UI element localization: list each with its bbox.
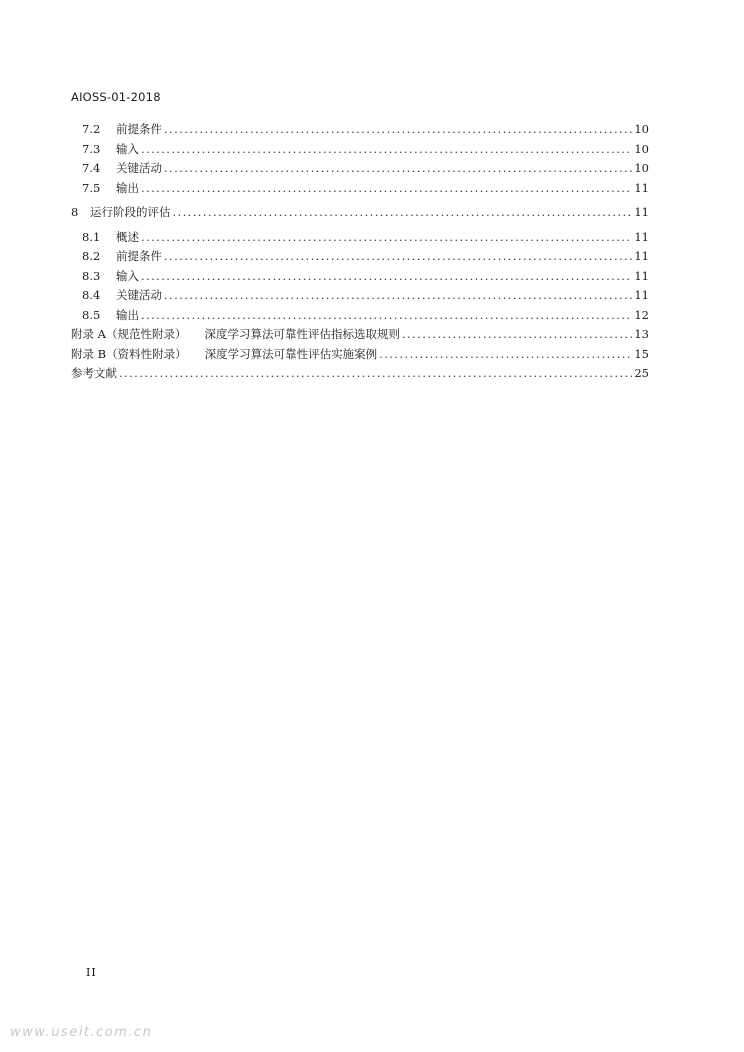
toc-dot-leader [141, 140, 632, 160]
toc-entry-number: 7.2 [82, 122, 101, 136]
toc-dot-leader [164, 286, 632, 306]
toc-entry-page: 11 [634, 229, 649, 244]
toc-entry-references[interactable] [71, 364, 649, 384]
toc-entry-title: 参考文献 [71, 366, 117, 380]
page-number: II [86, 966, 97, 979]
toc-dot-leader [164, 159, 632, 179]
toc-entry-number: 8 [71, 205, 79, 219]
toc-entry-page: 15 [634, 346, 649, 361]
toc-entry-title: 前提条件 [116, 122, 162, 136]
toc-entry-page: 10 [634, 122, 649, 136]
toc-entry-number: 8.2 [82, 249, 101, 263]
toc-entry-8-2[interactable] [71, 247, 649, 267]
document-code: AIOSS-01-2018 [71, 90, 161, 104]
toc-entry-8-4[interactable] [71, 286, 649, 306]
toc-entry-title: 输入 [116, 268, 139, 283]
toc-entry-page: 10 [634, 141, 649, 156]
toc-entry-page: 12 [634, 307, 649, 322]
toc-entry-title: 深度学习算法可靠性评估指标选取规则 [204, 327, 400, 341]
toc-entry-title: 运行阶段的评估 [90, 205, 171, 219]
toc-dot-leader [141, 267, 632, 287]
toc-entry-7-2[interactable] [71, 120, 649, 140]
toc-entry-number: 8.4 [82, 288, 101, 302]
toc-entry-page: 11 [634, 180, 649, 195]
toc-entry-title: 概述 [116, 229, 139, 244]
toc-dot-leader [164, 120, 632, 140]
toc-entry-number: 8.5 [82, 307, 101, 322]
toc-entry-title: 输入 [116, 141, 139, 156]
toc-entry-page: 25 [634, 366, 649, 380]
toc-entry-title: 输出 [116, 307, 139, 322]
toc-entry-page: 11 [634, 288, 649, 302]
table-of-contents [71, 120, 649, 384]
toc-dot-leader [141, 228, 632, 248]
toc-entry-8-1[interactable] [71, 228, 649, 248]
toc-entry-7-5[interactable] [71, 179, 649, 199]
toc-entry-appendix-b[interactable] [71, 345, 649, 365]
toc-dot-leader [141, 179, 632, 199]
toc-dot-leader [379, 345, 632, 365]
toc-entry-page: 10 [634, 161, 649, 175]
watermark: www.useit.com.cn [10, 1025, 153, 1040]
toc-entry-7-4[interactable] [71, 159, 649, 179]
toc-entry-8[interactable] [71, 203, 649, 223]
toc-entry-title: 关键活动 [116, 161, 162, 175]
toc-entry-page: 11 [634, 205, 649, 219]
toc-entry-title: 前提条件 [116, 249, 162, 263]
toc-dot-leader [164, 247, 632, 267]
toc-entry-number: 8.1 [82, 229, 101, 244]
toc-entry-title: 输出 [116, 180, 139, 195]
toc-entry-appendix-a[interactable] [71, 325, 649, 345]
toc-entry-number: 7.4 [82, 161, 101, 175]
toc-entry-label: 附录 A（规范性附录） [71, 327, 187, 341]
toc-entry-title: 深度学习算法可靠性评估实施案例 [204, 346, 378, 361]
toc-entry-label: 附录 B（资料性附录） [71, 346, 187, 361]
toc-dot-leader [173, 203, 633, 223]
toc-entry-8-5[interactable] [71, 306, 649, 326]
toc-entry-7-3[interactable] [71, 140, 649, 160]
toc-dot-leader [119, 364, 632, 384]
toc-entry-number: 7.5 [82, 180, 101, 195]
toc-entry-title: 关键活动 [116, 288, 162, 302]
toc-entry-number: 7.3 [82, 141, 101, 156]
toc-entry-page: 13 [634, 327, 649, 341]
toc-entry-number: 8.3 [82, 268, 101, 283]
toc-entry-8-3[interactable] [71, 267, 649, 287]
toc-entry-page: 11 [634, 249, 649, 263]
toc-dot-leader [402, 325, 632, 345]
toc-entry-page: 11 [634, 268, 649, 283]
toc-dot-leader [141, 306, 632, 326]
